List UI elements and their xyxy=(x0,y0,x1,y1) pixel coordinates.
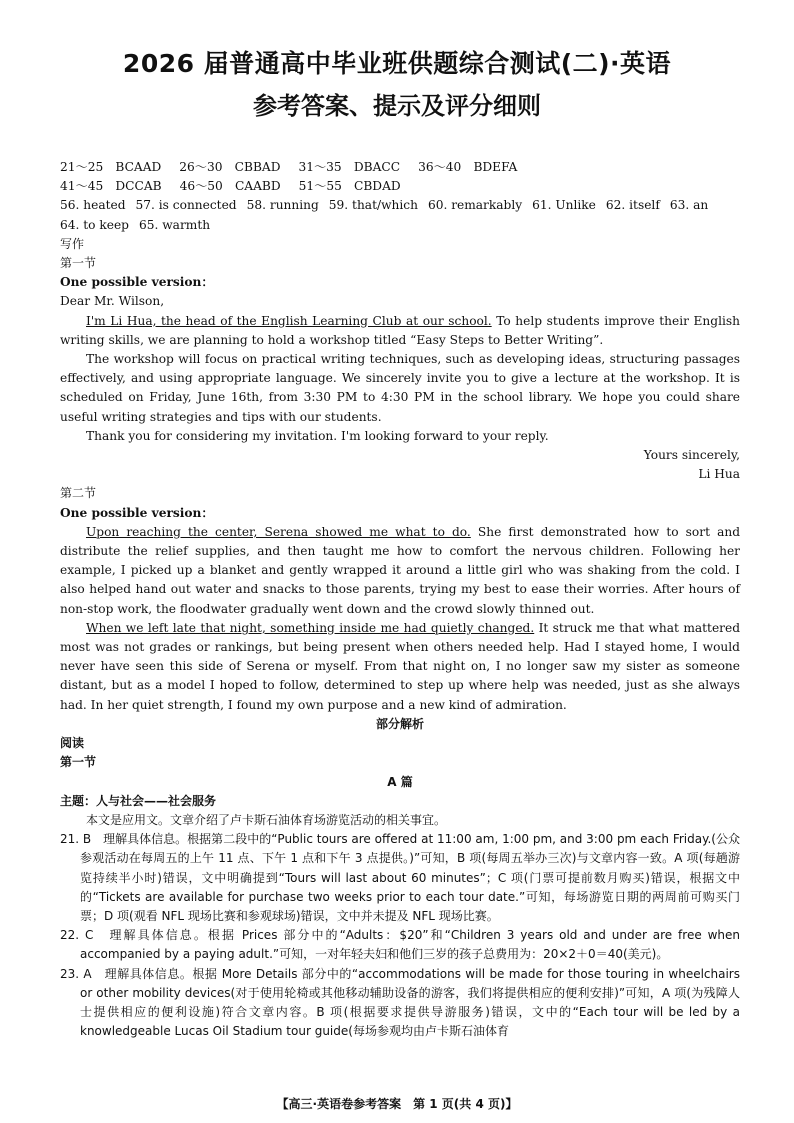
answer-item: 58. running xyxy=(246,198,319,213)
explanation-q21: 21. B 理解具体信息。根据第二段中的“Public tours are offered at 11:00 am, 1:00 pm, and 3:00 pm each Friday.(公众参观活动在每周五的上午 11 点、下午 1 点和下午 3 点提供。)”可知，B 项(每周五举办三次)与文章内容一致。A 项(每趟游览持续半小时)错误，文中明确提到“Tours will last about 60 minutes”；C 项(门票可提前数月购买)错误，根据文中的“Tickets are available for purchase two weeks prior to each tour date.”可知，每场游览日期的两周前可购买门票；D 项(观看 NFL 现场比赛和参观球场)错误，文中并未提及 NFL 现场比赛。 xyxy=(60,832,740,923)
writing-section-1: 第一节 xyxy=(60,256,97,271)
paragraph-text: She first demonstrated how to sort and distribute the relief supplies, and then taught me how to comfort the nervous children. Following her example, I picked up a blanket and gently wrapped it around a little girl who was shaking from the cold. I also helped hand out water and snacks to those parents, trying my best to ease their worries. After hours of non-stop work, the floodwater gradually went down and the crowd slowly thinned out. xyxy=(60,524,740,616)
paragraph-text: It struck me that what mattered most was not grades or rankings, but being present when others needed help. Had I stayed home, I would never have seen this side of Serena or myself. From that night on, I no longer saw my sister as someone distant, but as a model I hoped to follow, determined to step up where help was needed, just as she always had. In her quiet strength, I found my own purpose and a new kind of admiration. xyxy=(60,620,740,712)
underlined-sentence: I'm Li Hua, the head of the English Learning Club at our school. xyxy=(86,313,492,328)
letter-signature: Li Hua xyxy=(698,467,740,482)
explanation-q22: 22. C 理解具体信息。根据 Prices 部分中的“Adults：$20”和“Children 3 years old and under are free when accompanied by a paying adult.”可知，一对年轻夫妇和他们三岁的孩子总费用为：20×2＋0＝40(美元)。 xyxy=(60,928,740,962)
passage-label: A 篇 xyxy=(387,774,413,789)
underlined-sentence: Upon reaching the center, Serena showed me what to do. xyxy=(86,524,471,539)
answers-row-2 xyxy=(60,177,740,196)
letter-paragraph-3: Thank you for considering my invitation. I'm looking forward to your reply. xyxy=(86,428,549,443)
document-body xyxy=(60,158,740,1041)
answer-group: 41～45 DCCAB xyxy=(60,179,162,194)
answer-item: 60. remarkably xyxy=(427,198,523,213)
letter-closing: Yours sincerely, xyxy=(643,448,740,463)
story-paragraph-2 xyxy=(60,619,740,715)
answer-item: 61. Unlike xyxy=(532,198,596,213)
reading-section-1: 第一节 xyxy=(60,755,97,770)
story-paragraph-1 xyxy=(60,523,740,619)
version-label: One possible version： xyxy=(60,275,214,290)
answer-item: 65. warmth xyxy=(138,217,211,232)
letter-paragraph-2: The workshop will focus on practical writing techniques, such as developing ideas, structuring passages effectively, and using appropriate language. We sincerely invite you to give a lecture at the workshop. It is scheduled on Friday, June 16th, from 3:30 PM to 4:30 PM in the school library. We hope you could share useful writing strategies and tips with our students. xyxy=(60,352,740,424)
answer-item: 64. to keep xyxy=(60,217,129,232)
answer-item: 62. itself xyxy=(605,198,660,213)
answer-item: 57. is connected xyxy=(135,198,237,213)
answer-group: 51～55 CBDAD xyxy=(298,179,401,194)
reading-heading: 阅读 xyxy=(60,736,85,751)
answer-group: 31～35 DBACC xyxy=(298,160,401,174)
answer-group: 21～25 BCAAD xyxy=(60,160,162,174)
passage-theme: 主题：人与社会——社会服务 xyxy=(60,793,217,808)
letter-greeting: Dear Mr. Wilson, xyxy=(60,294,165,309)
answers-row-3 xyxy=(60,196,740,215)
page-subtitle: 参考答案、提示及评分细则 xyxy=(253,92,541,120)
answers-row-1 xyxy=(60,158,740,177)
letter-paragraph-1 xyxy=(60,312,740,350)
answer-group: 46～50 CAABD xyxy=(179,179,281,194)
answers-row-4 xyxy=(60,216,740,235)
answer-group: 26～30 CBBAD xyxy=(179,160,281,174)
page-title: 2026 届普通高中毕业班供题综合测试(二)·英语 xyxy=(122,49,672,78)
writing-section-2: 第二节 xyxy=(60,486,97,501)
passage-intro: 本文是应用文。文章介绍了卢卡斯石油体育场游览活动的相关事宜。 xyxy=(86,812,447,827)
answer-item: 59. that/which xyxy=(328,198,418,213)
underlined-sentence: When we left late that night, something inside me had quietly changed. xyxy=(86,620,535,635)
explanation-q23: 23. A 理解具体信息。根据 More Details 部分中的“accommodations will be made for those touring in wheelchairs or other mobility devices(对于使用轮椅或其他移动辅助设备的游客，我们将提供相应的便利安排)”可知，A 项(为残障人士提供相应的便利设施)符合文章内容。B 项(根据要求提供导游服务)错误，文中的“Each tour will be led by a knowledgeable Lucas Oil Stadium tour guide(每场参观均由卢卡斯石油体育 xyxy=(60,966,740,1039)
version-label-2: One possible version： xyxy=(60,505,214,520)
answer-item: 56. heated xyxy=(60,198,126,213)
answer-item: 63. an xyxy=(669,198,709,213)
writing-heading: 写作 xyxy=(60,236,85,251)
paragraph-text: To help students improve their English writing skills, we are planning to hold a workshop titled “Easy Steps to Better Writing”. xyxy=(60,313,740,347)
page-footer: 【高三·英语卷参考答案 第 1 页(共 4 页)】 xyxy=(276,1097,518,1111)
analysis-heading: 部分解析 xyxy=(375,716,424,731)
answer-group: 36～40 BDEFA xyxy=(418,160,518,174)
